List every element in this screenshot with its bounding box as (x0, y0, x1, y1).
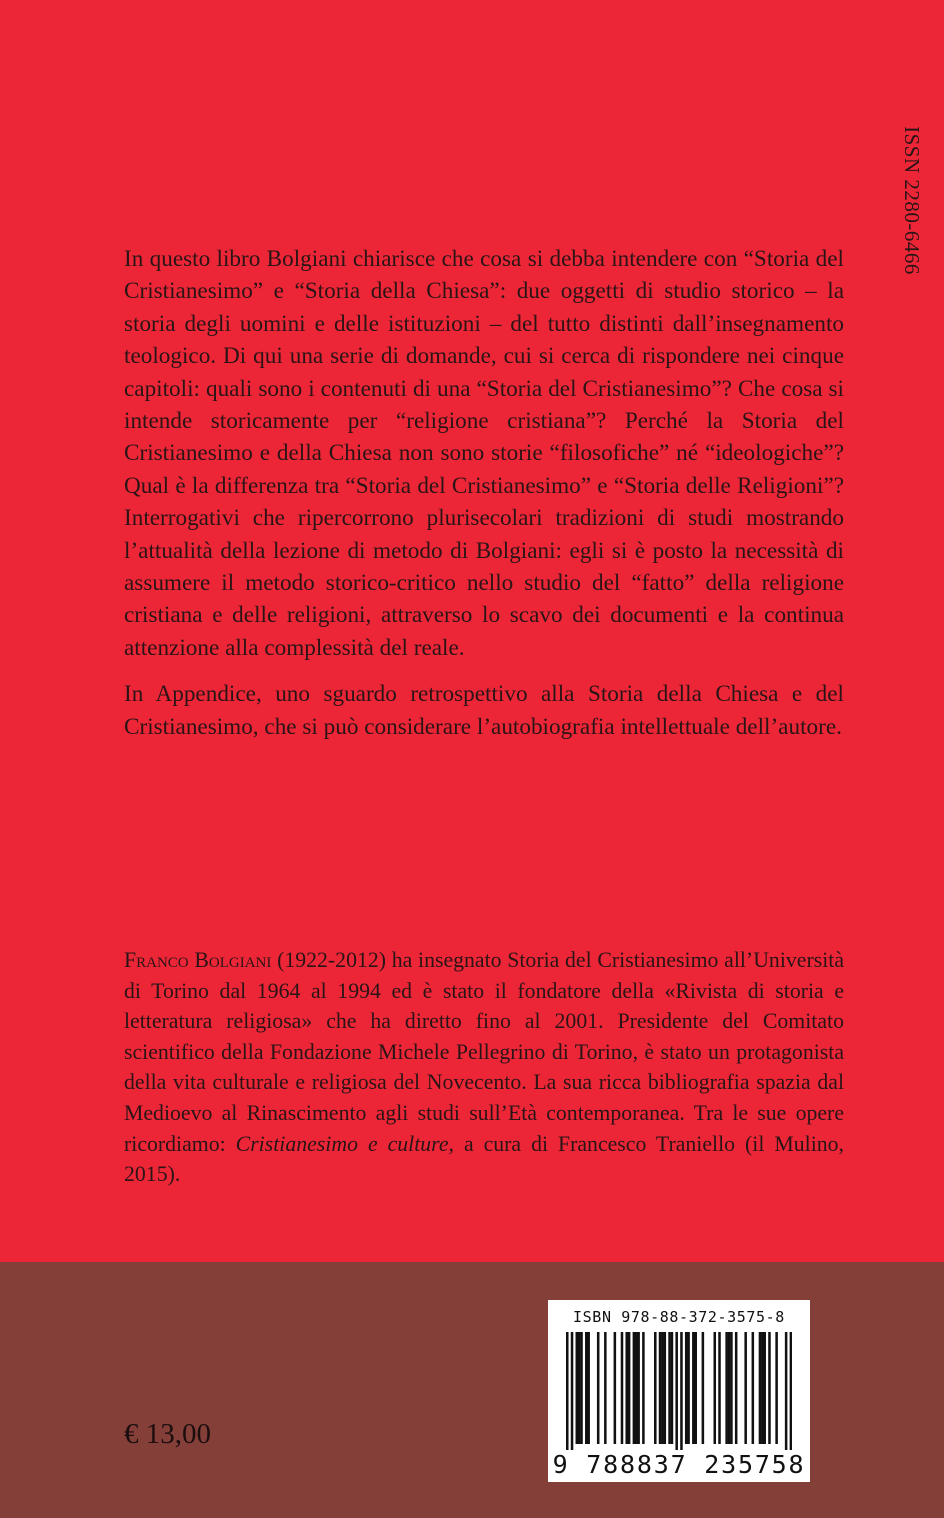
author-name: Franco Bolgiani (124, 948, 272, 972)
barcode-bar (637, 1332, 640, 1444)
barcode-bar (642, 1332, 645, 1444)
barcode-bar (661, 1332, 664, 1444)
author-bio-text: (1922-2012) ha insegnato Storia del Cristianesimo all’Università di Torino dal 1964 al 1994 ed è stato il fondatore della «Rivista di storia e letteratura religiosa» che ha diretto fino al 2001. Presidente del Comitato scientifico della Fondazione Michele Pellegrino di Torino, è stato un protagonista della vita culturale e religiosa del Novecento. La sua ricca bibliografia spazia dal Medioevo al Rinascimento agli studi sull’Età contemporanea. Tra le sue opere ricordiamo: (124, 948, 844, 1156)
barcode-bar (664, 1332, 667, 1444)
barcode-bar (744, 1332, 747, 1444)
author-biography (124, 945, 844, 1190)
barcode-bar (761, 1332, 764, 1444)
barcode-bar (680, 1332, 683, 1450)
barcode-bar (659, 1332, 662, 1444)
barcode-bar (668, 1332, 671, 1444)
barcode-bar (675, 1332, 678, 1450)
barcode-bar (728, 1332, 731, 1444)
issn-label-container (895, 70, 927, 330)
barcode-bar (763, 1332, 766, 1444)
issn-label: ISSN 2280-6466 (899, 125, 924, 275)
barcode-digits: 9 788837 235758 (552, 1450, 806, 1479)
barcode-bar (694, 1332, 697, 1444)
barcode-bar (735, 1332, 738, 1444)
author-work-title: Cristianesimo e culture (235, 1131, 449, 1156)
barcode-bars (566, 1332, 792, 1450)
barcode-bar (585, 1332, 588, 1444)
barcode-bar (566, 1332, 569, 1450)
barcode-bar (571, 1332, 574, 1450)
barcode-bar (587, 1332, 590, 1444)
barcode-bar (752, 1332, 755, 1444)
barcode-bar (730, 1332, 733, 1444)
barcode-bar (576, 1332, 579, 1444)
barcode-panel (548, 1300, 810, 1482)
barcode-bar (718, 1332, 721, 1444)
barcode-bar (713, 1332, 716, 1444)
barcode-bar (578, 1332, 581, 1444)
barcode-bar (614, 1332, 617, 1444)
barcode-bar (628, 1332, 631, 1444)
barcode-bar (635, 1332, 638, 1444)
author-bio-paragraph (124, 945, 844, 1190)
barcode-bar (725, 1332, 728, 1444)
barcode-bar (785, 1332, 788, 1450)
barcode-bar (692, 1332, 695, 1444)
barcode-bar (633, 1332, 636, 1444)
author-bio-text-end: , a cura di Francesco Traniello (il Mulino, 2015). (124, 1131, 844, 1187)
appendix-paragraph: In Appendice, uno sguardo retrospettivo alla Storia della Chiesa e del Cristianesimo, che si può considerare l’autobiografia intellettuale dell’autore. (124, 681, 844, 740)
barcode-bar (671, 1332, 674, 1444)
book-description (124, 243, 844, 743)
barcode-bar (654, 1332, 657, 1444)
barcode-bar (702, 1332, 705, 1444)
barcode-bar (759, 1332, 762, 1444)
barcode-bar (685, 1332, 688, 1444)
barcode-bar (604, 1332, 607, 1444)
barcode-bar (790, 1332, 792, 1450)
barcode-bar (621, 1332, 624, 1444)
barcode-bar (687, 1332, 690, 1444)
barcode-isbn-label: ISBN 978-88-372-3575-8 (573, 1308, 785, 1326)
price: € 13,00 (124, 1418, 211, 1450)
barcode-bar (580, 1332, 583, 1444)
barcode-bar (775, 1332, 778, 1444)
barcode-bar (597, 1332, 600, 1444)
barcode-bar (625, 1332, 628, 1444)
description-paragraph: In questo libro Bolgiani chiarisce che cosa si debba intendere con “Storia del Cristianesimo” e “Storia della Chiesa”: due oggetti di studio storico – la storia degli uomini e delle istituzioni – del tutto distinti dall’insegnamento teologico. Di qui una serie di domande, cui si cerca di rispondere nei cinque capitoli: quali sono i contenuti di una “Storia del Cristianesimo”? Che cosa si intende storicamente per “religione cristiana”? Perché la Storia del Cristianesimo e della Chiesa non sono storie “filosofiche” né “ideologiche”? Qual è la differenza tra “Storia del Cristianesimo” e “Storia delle Religioni”? Interrogativi che ripercorrono plurisecolari tradizioni di studi mostrando l’attualità della lezione di metodo di Bolgiani: egli si è posto la necessità di assumere il metodo storico-critico nello studio del “fatto” della religione cristiana e delle religioni, attraverso lo scavo dei documenti e la continua attenzione alla complessità del reale. (124, 246, 844, 661)
barcode-bar (768, 1332, 771, 1444)
